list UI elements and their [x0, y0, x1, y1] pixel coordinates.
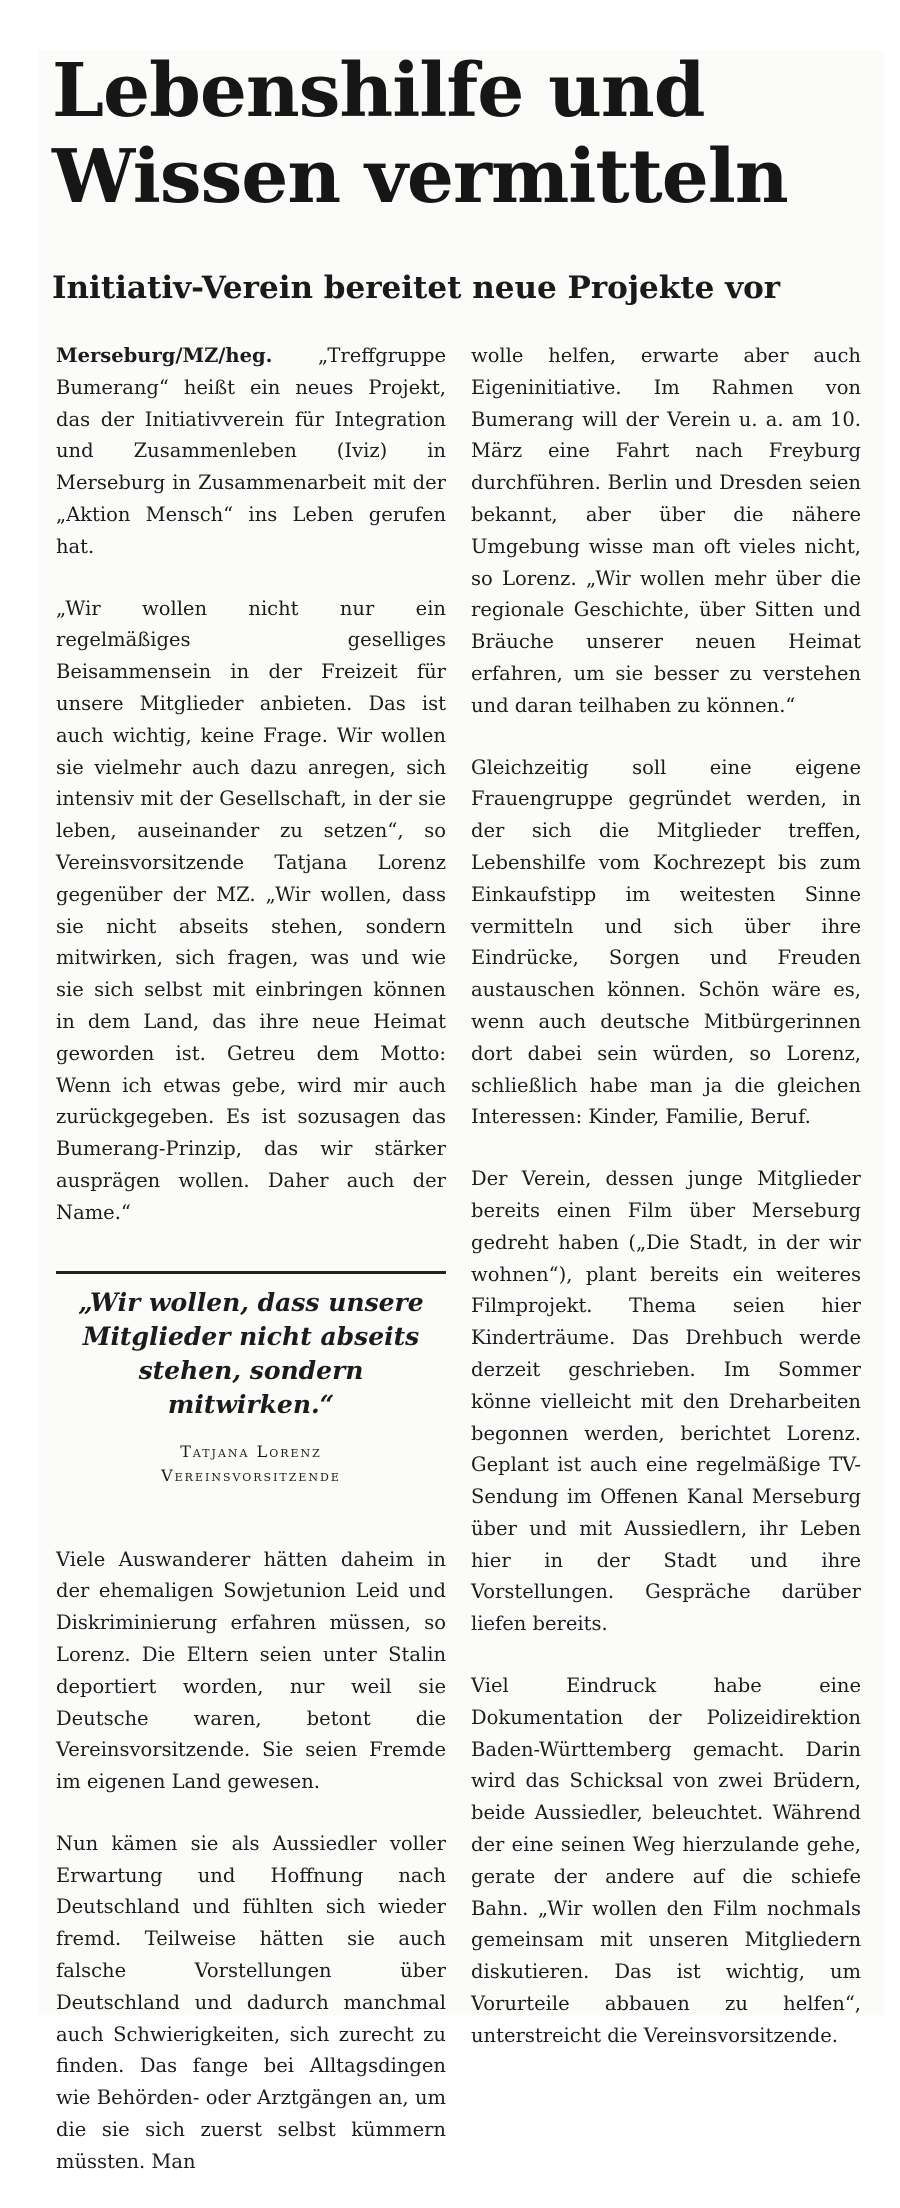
paragraph-womens-group: Gleichzeitig soll eine eigene Frauengruppe gegründet werden, in der sich die Mitglieder treffen, Lebenshilfe vom Kochrezept bis zum Einkaufstipp im weitesten Sinne vermitteln und sich über ihre Eindrücke, Sorgen und Freuden austauschen können. Schön wäre es, wenn auch deutsche Mitbürgerinnen dort dabei sein würden, so Lorenz, schließlich habe man ja die gleichen Interessen: Kinder, Familie, Beruf. [471, 755, 861, 1129]
article-headline: Lebenshilfe und Wissen vermitteln [52, 48, 788, 220]
pull-quote-attribution-name: Tatjana Lorenz [180, 1441, 322, 1461]
paragraph-documentary: Viel Eindruck habe eine Dokumentation der Polizeidirektion Baden-Württemberg gemacht. Darin wird das Schicksal von zwei Brüdern, beide Aussiedler, beleuchtet. Während der eine seinen Weg hierzulande gehe, gerate der andere auf die schiefe Bahn. „Wir wollen den Film nochmals gemeinsam mit unseren Mitgliedern diskutieren. Das ist wichtig, um Vorurteile abbauen zu helfen“, unterstreicht die Vereinsvorsitzende. [471, 1674, 861, 2047]
article-subheadline: Initiativ-Verein bereitet neue Projekte vor [52, 270, 781, 306]
left-column [56, 340, 446, 2208]
paragraph-freyburg-trip: wolle helfen, erwarte aber auch Eigeninitiative. Im Rahmen von Bumerang will der Verein u. a. am 10. März eine Fahrt nach Freyburg durchführen. Berlin und Dresden seien bekannt, aber über die nähere Umgebung wisse man oft vieles nicht, so Lorenz. „Wir wollen mehr über die regionale Geschichte, über Sitten und Bräuche unserer neuen Heimat erfahren, um sie besser zu verstehen und daran teilhaben zu können.“ [471, 344, 861, 717]
pull-quote [56, 1271, 446, 1488]
dateline: Merseburg/MZ/heg. [56, 344, 273, 367]
paragraph-aussiedler: Nun kämen sie als Aussiedler voller Erwartung und Hoffnung nach Deutschland und fühlten sich wieder fremd. Teilweise hätten sie auch falsche Vorstellungen über Deutschland und dadurch manchmal auch Schwierigkeiten, sich zurecht zu finden. Das fange bei Alltagsdingen wie Behörden- oder Arztgängen an, um die sie sich zuerst selbst kümmern müssten. Man [56, 1831, 446, 2173]
pull-quote-text: „Wir wollen, dass unsere Mitglieder nicht abseits stehen, sondern mitwirken.“ [78, 1287, 424, 1419]
pull-quote-attribution-role: Vereinsvorsitzende [161, 1465, 341, 1485]
paragraph-quote-lorenz: „Wir wollen nicht nur ein regelmäßiges geselliges Beisammensein in der Freizeit für unsere Mitglieder anbieten. Das ist auch wichtig, keine Frage. Wir wollen sie vielmehr auch dazu anregen, sich intensiv mit der Gesellschaft, in der sie leben, auseinander zu setzen“, so Vereinsvorsitzende Tatjana Lorenz gegenüber der MZ. „Wir wollen, dass sie nicht abseits stehen, sondern mitwirken, sich fragen, was und wie sie sich selbst mit einbringen können in dem Land, das ihre neue Heimat geworden ist. Getreu dem Motto: Wenn ich etwas gebe, wird mir auch zurückgegeben. Es ist sozusagen das Bumerang-Prinzip, das wir stärker ausprägen wollen. Daher auch der Name.“ [56, 596, 446, 1224]
lead-paragraph-body: „Treffgruppe Bumerang“ heißt ein neues Projekt, das der Initiativverein für Integration und Zusammenleben (Iviz) in Merseburg in Zusammenarbeit mit der „Aktion Mensch“ ins Leben gerufen hat. [56, 344, 446, 558]
right-column [471, 340, 861, 2082]
lead-paragraph [56, 340, 446, 563]
paragraph-emigrants: Viele Auswanderer hätten daheim in der ehemaligen Sowjetunion Leid und Diskriminierung erfahren müssen, so Lorenz. Die Eltern seien unter Stalin deportiert worden, nur weil sie Deutsche waren, betont die Vereinsvorsitzende. Sie seien Fremde im eigenen Land gewesen. [56, 1547, 446, 1794]
paragraph-film-project: Der Verein, dessen junge Mitglieder bereits einen Film über Merseburg gedreht haben („Die Stadt, in der wir wohnen“), plant bereits ein weiteres Filmprojekt. Thema seien hier Kinderträume. Das Drehbuch werde derzeit geschrieben. Im Sommer könne vielleicht mit den Dreharbeiten begonnen werden, berichtet Lorenz. Geplant ist auch eine regelmäßige TV-Sendung im Offenen Kanal Merseburg über und mit Aussiedlern, ihr Leben hier in der Stadt und ihre Vorstellungen. Gespräche darüber liefen bereits. [471, 1167, 861, 1636]
